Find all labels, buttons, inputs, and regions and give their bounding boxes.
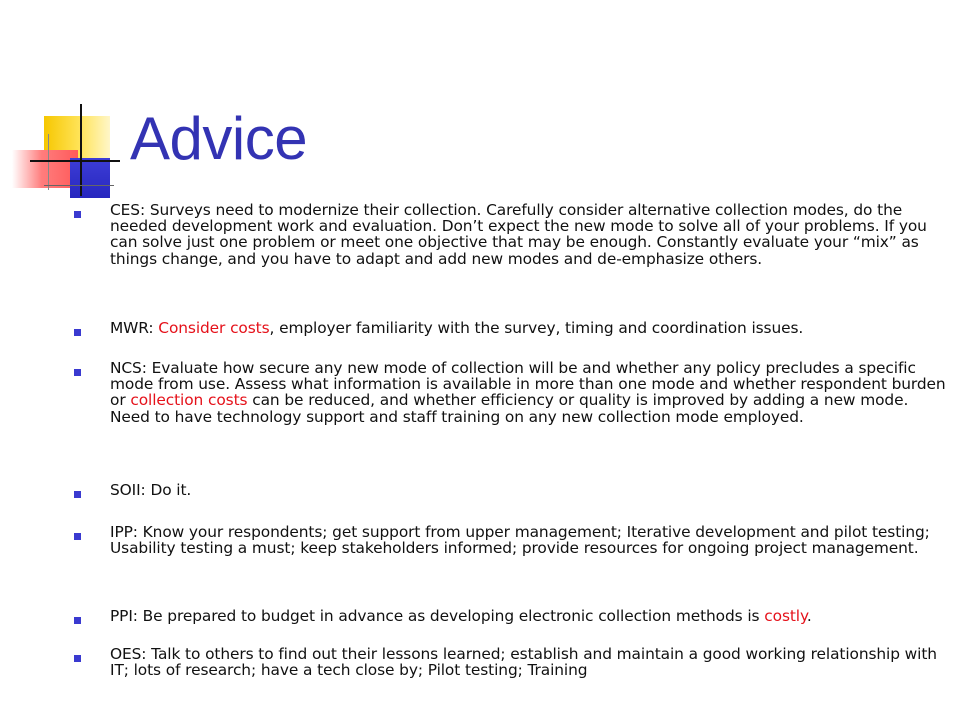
item-text xyxy=(110,360,950,425)
bullet-icon xyxy=(74,617,81,624)
item-text xyxy=(110,202,950,267)
red-bar-shape xyxy=(12,150,78,188)
bullet-icon xyxy=(74,491,81,498)
item-text-part: , employer familiarity with the survey, timing and coordination issues. xyxy=(269,319,804,337)
item-text xyxy=(110,646,950,678)
bullet-icon xyxy=(74,655,81,662)
highlighted-text: costly xyxy=(764,607,807,625)
item-text xyxy=(110,524,950,556)
bullet-icon xyxy=(74,533,81,540)
item-text-part: MWR: xyxy=(110,319,159,337)
highlighted-text: collection costs xyxy=(130,391,248,410)
bullet-icon xyxy=(74,329,81,336)
item-text-part: IPP: Know your respondents; get support from upper management; Iterative development and pilot testing; Usability testing a must; keep stakeholders informed; provide resources for ongoing project management. xyxy=(110,523,930,558)
item-text xyxy=(110,608,950,624)
item-text-part: . xyxy=(806,607,812,625)
item-text-part: PPI: Be prepared to budget in advance as developing electronic collection methods is xyxy=(110,607,765,625)
horizontal-line-shape xyxy=(30,160,120,162)
item-text xyxy=(110,482,950,498)
bullet-icon xyxy=(74,369,81,376)
blue-square-shape xyxy=(70,158,110,198)
bullet-icon xyxy=(74,211,81,218)
corner-decoration xyxy=(0,0,130,200)
highlighted-text: Consider costs xyxy=(158,319,270,337)
item-text-part: CES: Surveys need to modernize their collection. Carefully consider alternative collection modes, do the needed development work and evaluation. Don’t expect the new mode to solve all of your problems. If you can solve just one problem or meet one objective that may be enough. Constantly evaluate your “mix” as things change, and you have to adapt and add new modes and de-emphasize others. xyxy=(110,201,927,268)
vertical-thin-line-shape xyxy=(48,134,49,190)
horizontal-thin-line-shape xyxy=(44,185,114,186)
item-text-part: SOII: Do it. xyxy=(110,481,192,499)
slide-title: Advice xyxy=(130,105,308,172)
item-text-part: OES: Talk to others to find out their lessons learned; establish and maintain a good working relationship with IT; lots of research; have a tech close by; Pilot testing; Training xyxy=(110,645,937,680)
item-text xyxy=(110,320,950,336)
vertical-line-shape xyxy=(80,104,82,196)
item-text-part: NCS: Evaluate how secure any new mode of collection will be and whether any policy precludes a specific mode from use. Assess what information is available in more than one mode and whether respondent burden or xyxy=(110,359,946,410)
item-text-part: can be reduced, and whether efficiency or quality is improved by adding a new mode. Need to have technology support and staff training on any new collection mode employed. xyxy=(110,391,909,426)
